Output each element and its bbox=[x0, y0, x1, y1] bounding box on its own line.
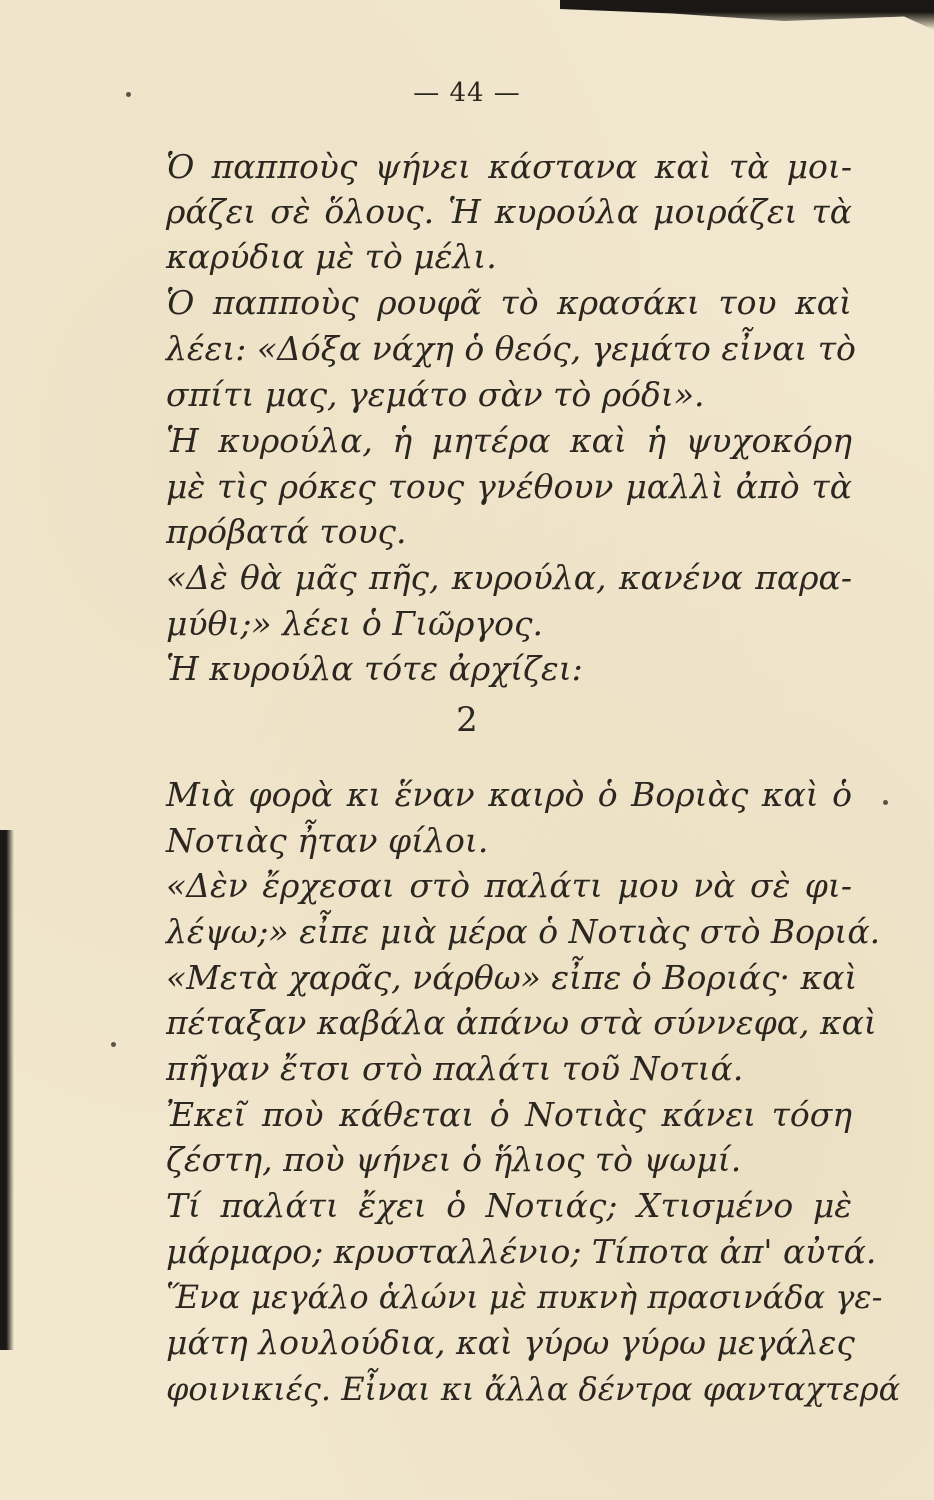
text-line: Τί παλάτι ἔχει ὁ Νοτιάς; Χτισμένο μὲ bbox=[166, 1186, 852, 1225]
text-line: «Δὲν ἔρχεσαι στὸ παλάτι μου νὰ σὲ φι- bbox=[166, 866, 852, 905]
page-edge-shadow-top bbox=[560, 0, 934, 30]
text-line: φοινικιές. Εἶναι κι ἄλλα δέντρα φανταχτερά bbox=[166, 1370, 901, 1408]
text-line: Ἐκεῖ ποὺ κάθεται ὁ Νοτιὰς κάνει τόση bbox=[166, 1095, 852, 1134]
text-line: καρύδια μὲ τὸ μέλι. bbox=[166, 237, 497, 276]
text-line: «Μετὰ χαρᾶς, νάρθω» εἶπε ὁ Βοριάς· καὶ bbox=[166, 958, 858, 997]
text-line: Μιὰ φορὰ κι ἕναν καιρὸ ὁ Βοριὰς καὶ ὁ bbox=[166, 775, 852, 814]
text-line: πρόβατά τους. bbox=[166, 512, 407, 551]
text-line: Ὁ παπποὺς ρουφᾶ τὸ κρασάκι του καὶ bbox=[166, 283, 852, 322]
text-line: σπίτι μας, γεμάτο σὰν τὸ ρόδι». bbox=[166, 375, 705, 414]
text-line: ζέστη, ποὺ ψήνει ὁ ἥλιος τὸ ψωμί. bbox=[166, 1140, 742, 1179]
text-line: Ἡ κυρούλα τότε ἀρχίζει: bbox=[166, 649, 583, 688]
text-line: Ὁ παπποὺς ψήνει κάστανα καὶ τὰ μοι- bbox=[166, 147, 852, 186]
text-line: πῆγαν ἔτσι στὸ παλάτι τοῦ Νοτιά. bbox=[166, 1049, 744, 1088]
text-line: λέει: «Δόξα νάχη ὁ θεός, γεμάτο εἶναι τὸ bbox=[166, 329, 856, 368]
text-line: μὲ τὶς ρόκες τους γνέθουν μαλλὶ ἀπὸ τὰ bbox=[166, 467, 852, 506]
paper-speck bbox=[883, 800, 888, 805]
paper-speck bbox=[126, 92, 131, 97]
page-edge-shadow-left bbox=[0, 830, 14, 1350]
text-line: ράζει σὲ ὅλους. Ἡ κυρούλα μοιράζει τὰ bbox=[166, 192, 852, 231]
text-line: «Δὲ θὰ μᾶς πῆς, κυρούλα, κανένα παρα- bbox=[166, 558, 852, 597]
text-line: μάρμαρο; κρυσταλλένιο; Τίποτα ἀπ' αὐτά. bbox=[166, 1232, 877, 1271]
paper-speck bbox=[111, 1042, 116, 1047]
text-line: Ἕνα μεγάλο ἁλώνι μὲ πυκνὴ πρασινάδα γε- bbox=[166, 1278, 883, 1316]
page-number: — 44 — bbox=[413, 78, 521, 108]
text-line: μύθι;» λέει ὁ Γιῶργος. bbox=[166, 604, 543, 643]
text-line: πέταξαν καβάλα ἀπάνω στὰ σύννεφα, καὶ bbox=[166, 1003, 877, 1042]
text-line: Ἡ κυρούλα, ἡ μητέρα καὶ ἡ ψυχοκόρη bbox=[166, 421, 852, 460]
section-number: 2 bbox=[456, 700, 478, 740]
text-line: μάτη λουλούδια, καὶ γύρω γύρω μεγάλες bbox=[166, 1323, 855, 1362]
text-line: λέψω;» εἶπε μιὰ μέρα ὁ Νοτιὰς στὸ Βοριά. bbox=[166, 912, 881, 951]
text-line: Νοτιὰς ἦταν φίλοι. bbox=[166, 821, 489, 860]
